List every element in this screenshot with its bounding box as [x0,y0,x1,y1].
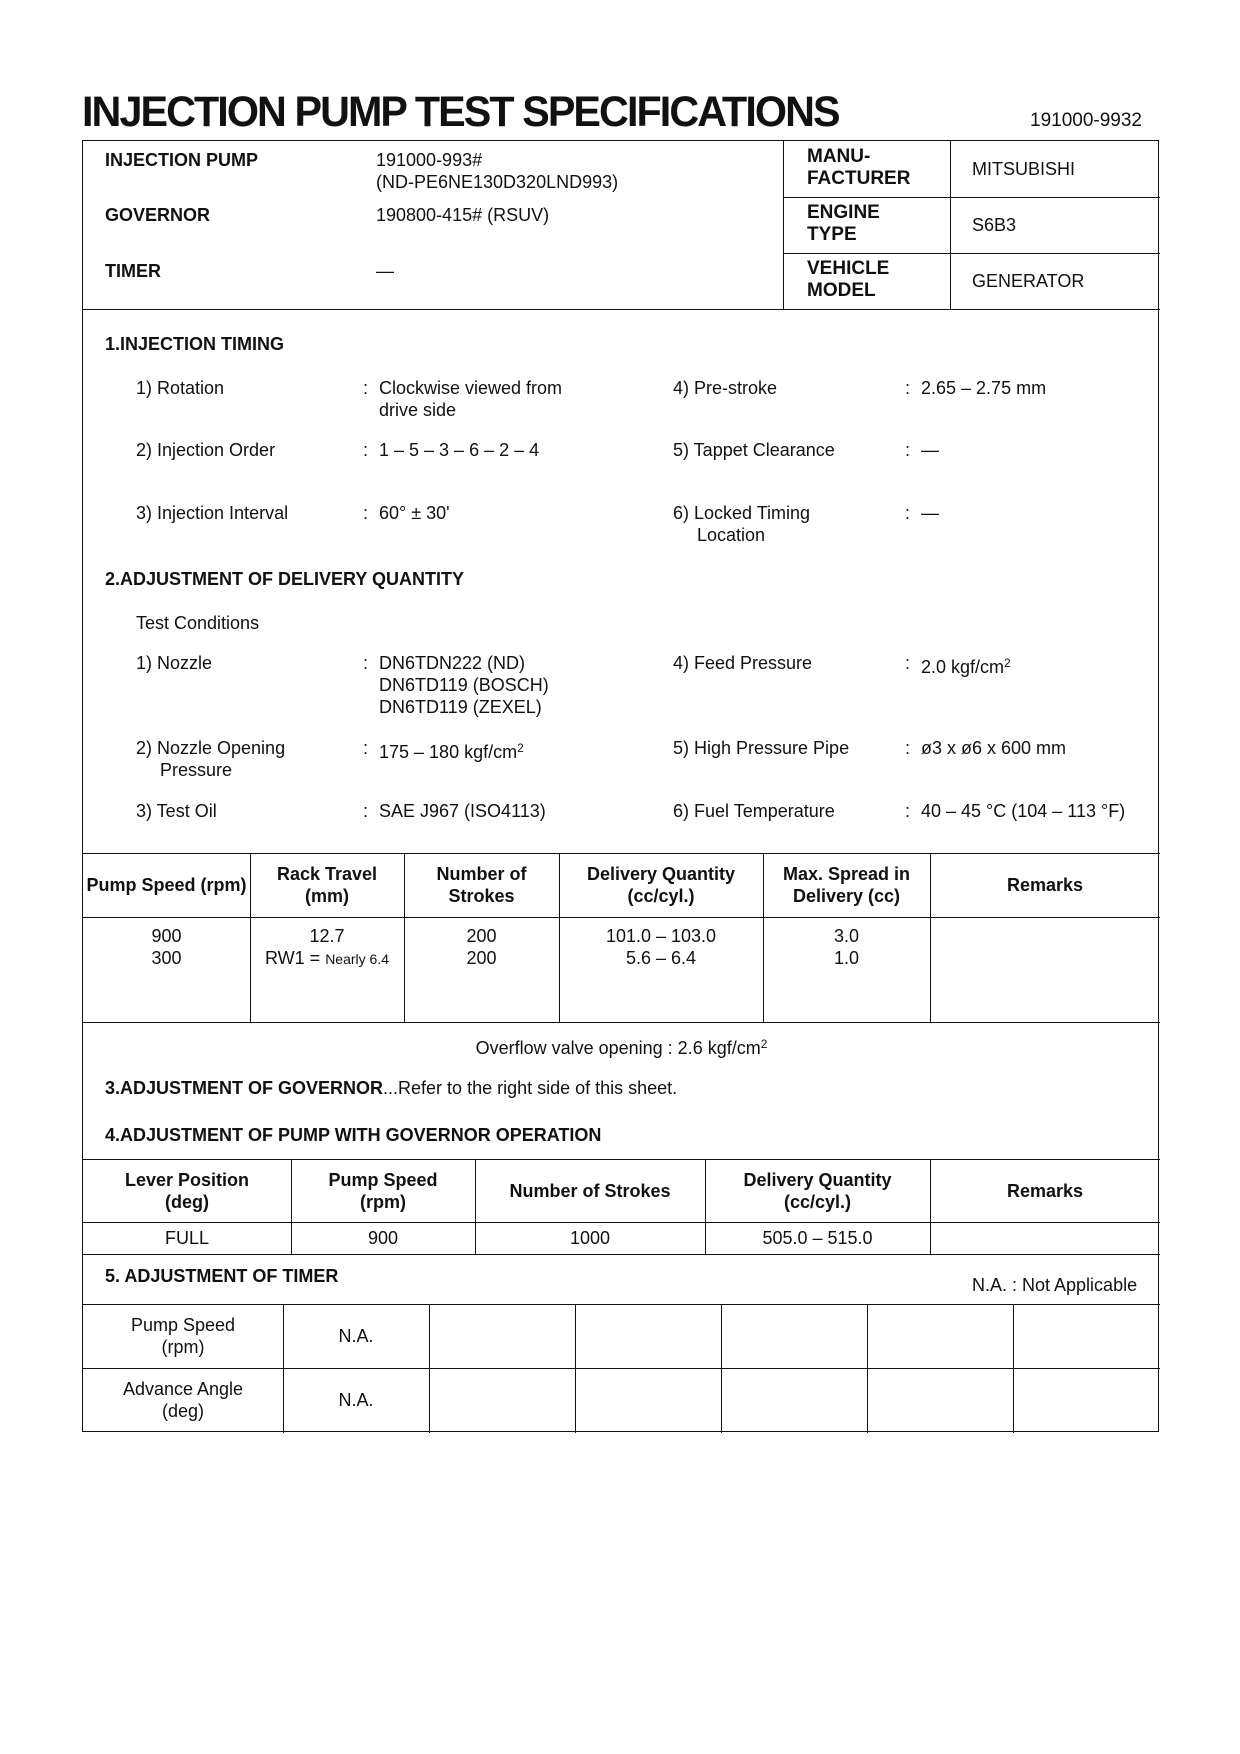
colon: : [363,503,369,523]
timer-pump-speed-label: Pump Speed [130,1315,236,1335]
colon: : [363,801,369,821]
advance-angle-value: N.A. [338,1390,374,1410]
na-note: N.A. : Not Applicable [972,1275,1138,1295]
colon: : [363,653,369,673]
document-number: 191000-9932 [1030,110,1142,131]
engine-type-value: S6B3 [972,215,1017,235]
spec-sheet-frame [82,140,1159,1432]
colon: : [905,738,911,758]
colon: : [363,378,369,398]
injection-timing-heading: 1.INJECTION TIMING [105,334,285,354]
timer-value: — [376,261,394,281]
table-cell: RW1 = Nearly 6.4 [265,948,389,968]
timer-pump-speed-value: N.A. [338,1326,374,1346]
col-strokes-2: Strokes [448,886,515,906]
delivery-heading: 2.ADJUSTMENT OF DELIVERY QUANTITY [105,569,465,589]
table-cell: 101.0 – 103.0 [605,926,717,946]
colon: : [363,738,369,758]
nozzle-label: 1) Nozzle [136,653,213,673]
table-cell: 12.7 [309,926,345,946]
col-delivery-qty: Delivery Quantity [586,864,736,884]
advance-angle-label: Advance Angle [122,1379,244,1399]
nozzle-value: DN6TDN222 (ND) [379,653,526,673]
advance-angle-unit: (deg) [161,1401,205,1421]
governor-label: GOVERNOR [105,205,211,225]
injection-pump-model: (ND-PE6NE130D320LND993) [376,172,619,192]
pump-governor-heading: 4.ADJUSTMENT OF PUMP WITH GOVERNOR OPERATION [105,1125,602,1145]
table-cell: 300 [151,948,182,968]
colon: : [363,440,369,460]
col-strokes: Number of [436,864,527,884]
rotation-label: 1) Rotation [136,378,225,398]
timer-adjustment-heading: 5. ADJUSTMENT OF TIMER [105,1266,339,1286]
test-oil-label: 3) Test Oil [136,801,217,821]
table-cell: 1000 [569,1228,611,1248]
nozzle-opening-label: 2) Nozzle Opening [136,738,286,758]
engine-type-label-2: TYPE [807,224,857,245]
locked-timing-value: — [921,503,939,523]
col-delivery-qty-unit: (cc/cyl.) [627,886,695,906]
col-rack-travel-unit: (mm) [305,886,349,906]
col-lever-position-unit: (deg) [165,1192,209,1212]
injection-order-value: 1 – 5 – 3 – 6 – 2 – 4 [379,440,540,460]
col-max-spread-unit: Delivery (cc) [792,886,901,906]
test-conditions-label: Test Conditions [136,613,260,633]
rotation-value: Clockwise viewed from [379,378,563,398]
col-pump-speed-unit: (rpm) [360,1192,406,1212]
table-cell: 3.0 [833,926,860,946]
vehicle-model-label: VEHICLE [807,258,890,279]
manufacturer-label-2: FACTURER [807,168,911,189]
vehicle-model-value: GENERATOR [972,271,1085,291]
locked-timing-label: 6) Locked Timing [673,503,811,523]
locked-timing-label-2: Location [697,525,766,545]
table-cell: 1.0 [833,948,860,968]
col-pump-speed: Pump Speed (rpm) [86,875,247,895]
nozzle-value-3: DN6TD119 (ZEXEL) [379,697,542,717]
col-pump-speed: Pump Speed [328,1170,438,1190]
test-oil-value: SAE J967 (ISO4113) [379,801,546,821]
injection-order-label: 2) Injection Order [136,440,276,460]
high-pressure-pipe-value: ø3 x ø6 x 600 mm [921,738,1067,758]
injection-interval-label: 3) Injection Interval [136,503,289,523]
col-remarks: Remarks [1006,1181,1084,1201]
table-cell: 200 [466,948,497,968]
feed-pressure-value: 2.0 kgf/$cm^2$ [921,656,1011,677]
colon: : [905,653,911,673]
timer-pump-speed-unit: (rpm) [161,1337,205,1357]
engine-type-label: ENGINE [807,202,880,223]
col-remarks: Remarks [1006,875,1084,895]
governor-value: 190800-415# (RSUV) [376,205,550,225]
table-cell: 200 [466,926,497,946]
col-delivery-qty: Delivery Quantity [743,1170,892,1190]
table-cell: 900 [151,926,182,946]
prestroke-label: 4) Pre-stroke [673,378,778,398]
table-cell: 900 [367,1228,399,1248]
overflow-valve-note: Overflow valve opening : 2.6 kgf/$cm^2$ [475,1037,768,1058]
fuel-temperature-label: 6) Fuel Temperature [673,801,835,821]
feed-pressure-label: 4) Feed Pressure [673,653,813,673]
col-lever-position: Lever Position [124,1170,250,1190]
prestroke-value: 2.65 – 2.75 mm [921,378,1047,398]
high-pressure-pipe-label: 5) High Pressure Pipe [673,738,850,758]
table-cell: 505.0 – 515.0 [762,1228,873,1248]
colon: : [905,440,911,460]
tappet-clearance-label: 5) Tappet Clearance [673,440,835,460]
col-number-of-strokes: Number of Strokes [509,1181,671,1201]
nozzle-opening-label-2: Pressure [160,760,233,780]
injection-pump-value: 191000-993# [376,150,483,170]
col-rack-travel: Rack Travel [276,864,378,884]
manufacturer-label: MANU- [807,146,871,167]
table-cell: FULL [164,1228,209,1248]
colon: : [905,801,911,821]
timer-label: TIMER [105,261,161,281]
governor-adjustment: 3.ADJUSTMENT OF GOVERNOR...Refer to the right side of this sheet. [105,1078,678,1098]
nozzle-opening-value: 175 – 180 kgf/$cm^2$ [379,741,524,762]
injection-pump-label: INJECTION PUMP [105,150,259,170]
colon: : [905,378,911,398]
tappet-clearance-value: — [921,440,939,460]
rotation-value-2: drive side [379,400,457,420]
manufacturer-value: MITSUBISHI [972,159,1076,179]
nozzle-value-2: DN6TD119 (BOSCH) [379,675,549,695]
vehicle-model-label-2: MODEL [807,280,876,301]
col-max-spread: Max. Spread in [782,864,911,884]
page-title: INJECTION PUMP TEST SPECIFICATIONS [82,88,839,136]
injection-interval-value: 60° ± 30' [379,503,450,523]
col-delivery-qty-unit: (cc/cyl.) [783,1192,852,1212]
table-cell: 5.6 – 6.4 [625,948,697,968]
colon: : [905,503,911,523]
fuel-temperature-value: 40 – 45 °C (104 – 113 °F) [921,801,1126,821]
